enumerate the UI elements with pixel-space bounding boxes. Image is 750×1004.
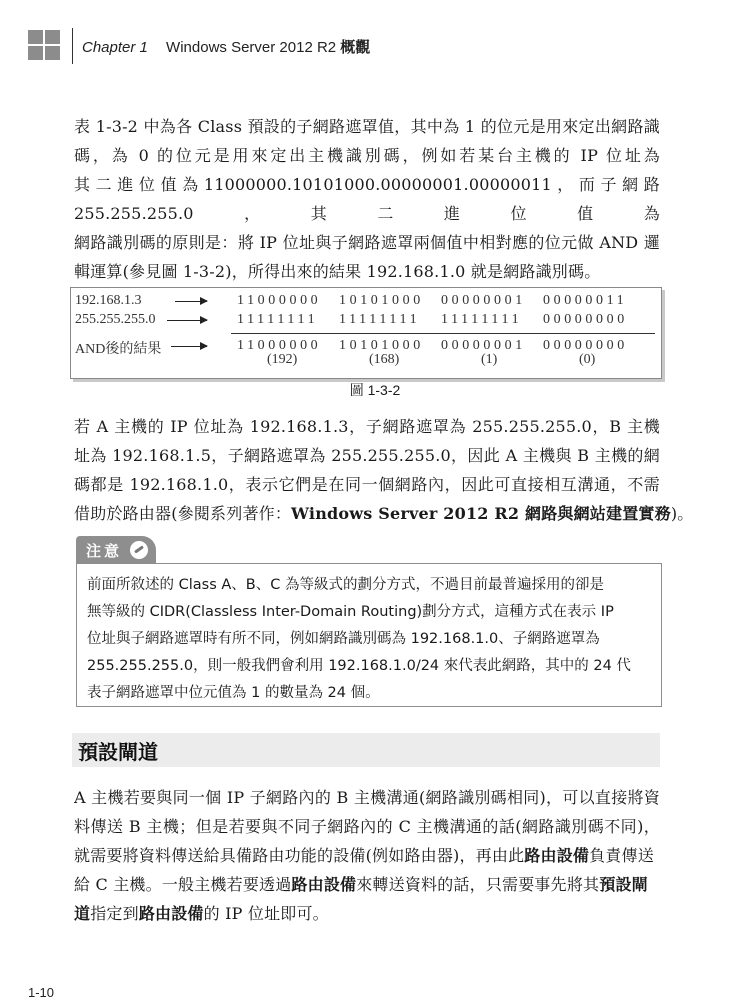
- decimal-value: (192): [267, 352, 298, 367]
- chapter-title-zh: 概觀: [340, 39, 371, 56]
- note-line: 無等級的 CIDR(Classless Inter-Domain Routing)劃分方式，這種方式在表示 IP: [87, 604, 614, 620]
- note-label: 注意: [86, 542, 123, 560]
- text-line: 255.255.255.0，其二進位值為: [74, 204, 660, 223]
- section-title: 預設閘道: [78, 740, 158, 764]
- section-heading: [72, 733, 660, 767]
- and-operation-figure: [70, 287, 662, 379]
- arrow-icon: [167, 320, 207, 321]
- octet: 10101000: [339, 293, 424, 308]
- pen-icon: [130, 541, 148, 559]
- text-line: 碼都是 192.168.1.0，表示它們是在同一個網路內，因此可直接相互溝通，不需: [74, 475, 660, 494]
- row-bits: [237, 312, 645, 328]
- decimal-value: (1): [481, 352, 498, 367]
- bold-term: 預設閘: [599, 875, 648, 894]
- text-span: 就需要將資料傳送給具備路由功能的設備(例如路由器)，再由此: [74, 846, 525, 865]
- arrow-icon: [171, 346, 207, 347]
- bold-term: 路由設備: [138, 904, 204, 923]
- paragraph-subnet-mask: [74, 112, 660, 286]
- running-head: [82, 36, 370, 57]
- note-line: 表子網路遮罩中位元值為 1 的數量為 24 個。: [87, 685, 380, 701]
- note-tab: [76, 536, 156, 564]
- figure-caption: 圖 1-3-2: [349, 382, 401, 398]
- chapter-label: Chapter 1: [82, 39, 148, 56]
- header-divider: [72, 28, 73, 64]
- bold-term: 道: [74, 904, 91, 923]
- text-line: 址為 192.168.1.5，子網路遮罩為 255.255.255.0，因此 A 主機與 B 主機的網: [74, 446, 660, 465]
- text-line: A 主機若要與同一個 IP 子網路內的 B 主機溝通(網路識別碼相同)，可以直接將資: [74, 788, 660, 807]
- figure-separator: [231, 333, 655, 334]
- text-line: [74, 499, 694, 528]
- octet: 00000001: [441, 293, 526, 308]
- text-line: [74, 899, 660, 928]
- arrow-icon: [175, 301, 207, 302]
- text-line: 表 1-3-2 中為各 Class 預設的子網路遮罩值，其中為 1 的位元是用來定出網路識: [74, 117, 660, 136]
- text-line: 其 二 進 位 值 為 11000000.10101000.00000001.00000011 ， 而 子 網 路: [74, 175, 660, 194]
- decimal-value: (0): [579, 352, 596, 367]
- bold-term: 路由設備: [524, 846, 590, 865]
- octet: 11000000: [237, 293, 322, 308]
- octet: 10101000: [339, 338, 424, 353]
- text-span: )。: [670, 504, 694, 523]
- octet: 11111111: [339, 312, 421, 327]
- text-line: 若 A 主機的 IP 位址為 192.168.1.3，子網路遮罩為 255.255.255.0，B 主機: [74, 417, 660, 436]
- text-line: 料傳送 B 主機；但是若要與不同子網路內的 C 主機溝通的話(網路識別碼不同)，: [74, 817, 660, 836]
- octet: 00000011: [543, 293, 628, 308]
- decimal-value: (168): [369, 352, 400, 367]
- note-line: 位址與子網路遮罩時有所不同，例如網路識別碼為 192.168.1.0、子網路遮罩為: [87, 631, 600, 647]
- bold-term: 路由設備: [291, 875, 357, 894]
- text-line: [74, 841, 660, 870]
- text-line: 網路識別碼的原則是：將 IP 位址與子網路遮罩兩個值中相對應的位元做 AND 邏: [74, 233, 660, 252]
- row-label: 192.168.1.3: [75, 293, 142, 308]
- book-title: Windows Server 2012 R2 網路與網站建置實務: [291, 504, 671, 523]
- text-line: [74, 870, 660, 899]
- row-bits: [237, 293, 645, 309]
- octet: 11000000: [237, 338, 322, 353]
- text-span: 給 C 主機。一般主機若要透過: [74, 875, 292, 894]
- paragraph-default-gateway: [74, 783, 660, 928]
- chapter-title: Windows Server 2012 R2: [166, 39, 337, 56]
- note-box: [76, 563, 662, 707]
- note-line: 255.255.255.0，則一般我們會利用 192.168.1.0/24 來代表此網路，其中的 24 代: [87, 658, 631, 674]
- text-span: 的 IP 位址即可。: [203, 904, 329, 923]
- paragraph-example: [74, 412, 694, 528]
- text-span: 來轉送資料的話，只需要事先將其: [356, 875, 600, 894]
- octet: 00000000: [543, 312, 628, 327]
- note-line: 前面所敘述的 Class A、B、C 為等級式的劃分方式，不過目前最普遍採用的卻是: [87, 577, 604, 593]
- text-line: 輯運算(參見圖 1-3-2)，所得出來的結果 192.168.1.0 就是網路識別碼。: [74, 262, 601, 281]
- note-text: [87, 572, 653, 707]
- row-label: 255.255.255.0: [75, 312, 156, 327]
- octet: 00000000: [543, 338, 628, 353]
- text-span: 指定到: [90, 904, 139, 923]
- page-header: [28, 28, 728, 64]
- octet: 00000001: [441, 338, 526, 353]
- octet: 11111111: [441, 312, 523, 327]
- windows-logo-icon: [28, 30, 62, 62]
- text-span: 負責傳送: [589, 846, 654, 865]
- text-line: 碼，為 0 的位元是用來定出主機識別碼，例如若某台主機的 IP 位址為: [74, 146, 660, 165]
- page-number: 1-10: [28, 985, 55, 1000]
- row-label: AND後的結果: [75, 342, 162, 357]
- octet: 11111111: [237, 312, 319, 327]
- text-span: 借助於路由器(參閱系列著作：: [74, 504, 292, 523]
